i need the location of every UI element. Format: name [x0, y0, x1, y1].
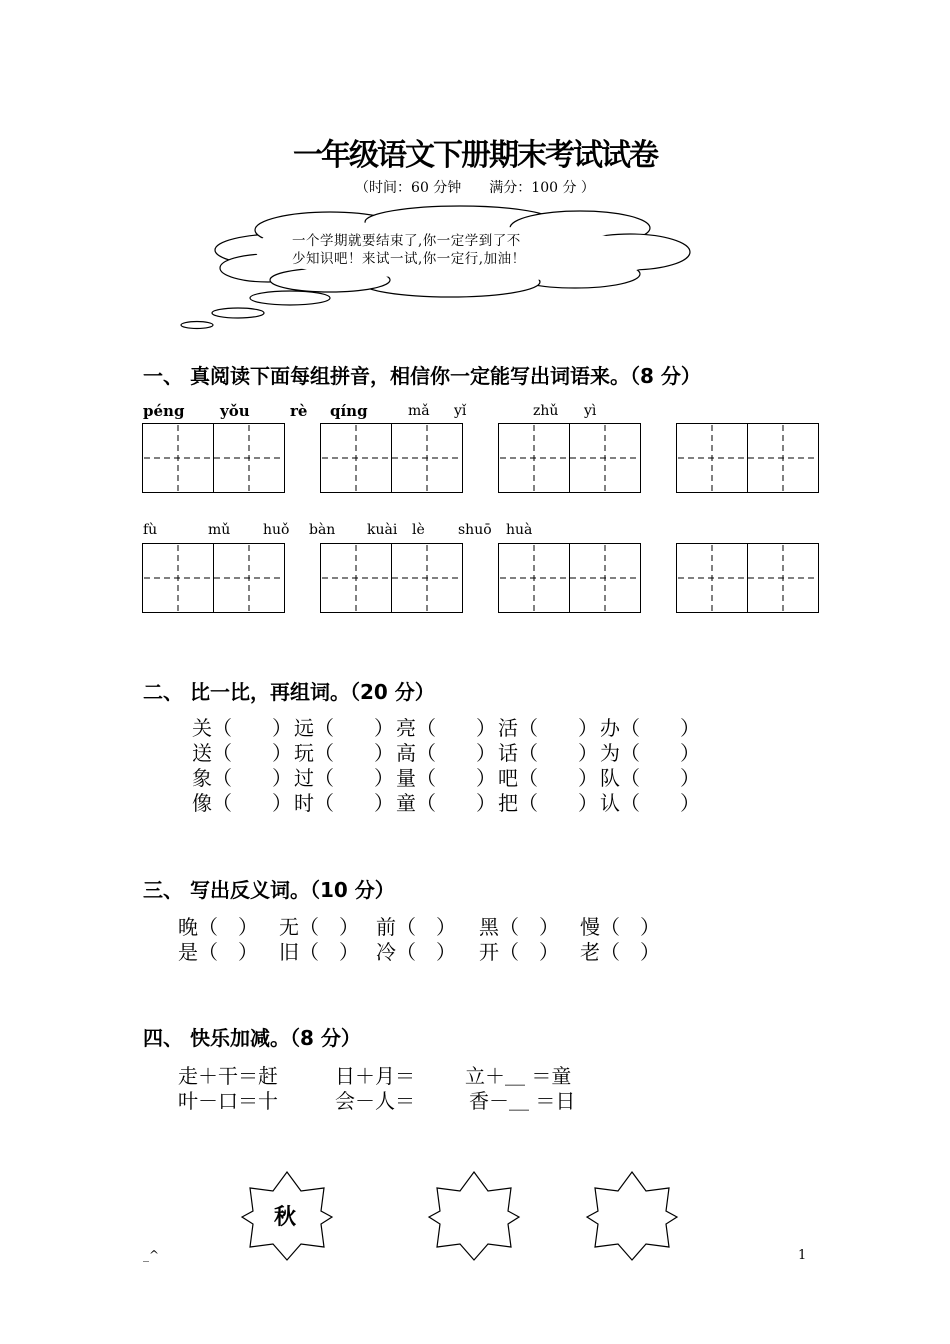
- word-item[interactable]: 量（ ）: [396, 766, 496, 790]
- antonym-item[interactable]: 冷（ ）: [376, 940, 456, 964]
- word-item[interactable]: 关（ ）: [192, 716, 292, 740]
- pinyin: huà: [506, 522, 533, 538]
- pinyin: bàn: [309, 522, 336, 538]
- word-item[interactable]: 为（ ）: [600, 741, 700, 765]
- word-item[interactable]: 队（ ）: [600, 766, 700, 790]
- exam-info: （时间：60 分钟 满分：100 分 ）: [355, 180, 595, 196]
- math-item[interactable]: 叶－口＝十: [178, 1089, 278, 1113]
- section-3-heading: 三、 写出反义词。（10 分）: [143, 878, 395, 902]
- pinyin: shuō: [458, 522, 492, 538]
- word-item[interactable]: 玩（ ）: [294, 741, 394, 765]
- page-number: 1: [798, 1248, 807, 1263]
- pinyin: yì: [584, 403, 597, 419]
- word-item[interactable]: 认（ ）: [600, 791, 700, 815]
- encouragement-line-2: 少知识吧！来试一试,你一定行,加油！: [292, 251, 526, 267]
- word-item[interactable]: 过（ ）: [294, 766, 394, 790]
- pinyin: yǒu: [220, 402, 250, 420]
- character-grid[interactable]: [677, 544, 819, 613]
- character-grid[interactable]: [321, 424, 463, 493]
- word-row: [192, 787, 700, 816]
- word-item[interactable]: 高（ ）: [396, 741, 496, 765]
- antonym-item[interactable]: 慢（ ）: [580, 915, 660, 939]
- star-icon[interactable]: [429, 1172, 519, 1260]
- page-title: 一年级语文下册期末考试试卷: [293, 138, 657, 173]
- pinyin: kuài: [367, 522, 398, 538]
- writing-grids: [0, 0, 950, 640]
- word-item[interactable]: 远（ ）: [294, 716, 394, 740]
- character-grid[interactable]: [143, 544, 285, 613]
- section-4-heading: 四、 快乐加减。（8 分）: [143, 1026, 361, 1050]
- antonym-item[interactable]: 是（ ）: [178, 940, 258, 964]
- character-grid[interactable]: [677, 424, 819, 493]
- pinyin: rè: [290, 402, 308, 420]
- pinyin: qíng: [330, 402, 368, 420]
- pinyin: lè: [412, 522, 425, 538]
- math-item[interactable]: 香－＿ ＝日: [469, 1089, 576, 1113]
- pinyin: mǔ: [208, 522, 231, 538]
- word-item[interactable]: 活（ ）: [498, 716, 598, 740]
- footer-mark: _^: [143, 1248, 160, 1262]
- math-item[interactable]: 会－人＝: [335, 1089, 415, 1113]
- word-item[interactable]: 童（ ）: [396, 791, 496, 815]
- word-item[interactable]: 办（ ）: [600, 716, 700, 740]
- antonym-item[interactable]: 无（ ）: [279, 915, 359, 939]
- star-label: 秋: [274, 1205, 297, 1230]
- antonym-item[interactable]: 开（ ）: [479, 940, 559, 964]
- word-item[interactable]: 亮（ ）: [396, 716, 496, 740]
- math-item[interactable]: 日＋月＝: [335, 1064, 415, 1088]
- word-item[interactable]: 把（ ）: [498, 791, 598, 815]
- pinyin: zhǔ: [533, 403, 559, 419]
- pinyin: fù: [143, 522, 158, 538]
- antonym-item[interactable]: 晚（ ）: [178, 915, 258, 939]
- math-row: [178, 1085, 575, 1114]
- word-item[interactable]: 送（ ）: [192, 741, 292, 765]
- pinyin: péng: [143, 402, 185, 420]
- word-item[interactable]: 时（ ）: [294, 791, 394, 815]
- antonym-item[interactable]: 旧（ ）: [279, 940, 359, 964]
- character-grid[interactable]: [499, 424, 641, 493]
- antonym-row: [178, 936, 660, 965]
- word-item[interactable]: 像（ ）: [192, 791, 292, 815]
- word-item[interactable]: 话（ ）: [498, 741, 598, 765]
- antonym-item[interactable]: 老（ ）: [580, 940, 660, 964]
- math-item[interactable]: 走＋干＝赶: [178, 1064, 278, 1088]
- character-grid[interactable]: [321, 544, 463, 613]
- star-icon[interactable]: [587, 1172, 677, 1260]
- character-grid[interactable]: [143, 424, 285, 493]
- word-item[interactable]: 吧（ ）: [498, 766, 598, 790]
- pinyin: huǒ: [263, 522, 290, 538]
- section-2-heading: 二、 比一比，再组词。（20 分）: [143, 680, 435, 704]
- pinyin: mǎ: [408, 403, 430, 419]
- math-item[interactable]: 立＋＿ ＝童: [465, 1064, 572, 1088]
- encouragement-line-1: 一个学期就要结束了,你一定学到了不: [292, 233, 521, 249]
- character-grid[interactable]: [499, 544, 641, 613]
- antonym-item[interactable]: 前（ ）: [376, 915, 456, 939]
- word-item[interactable]: 象（ ）: [192, 766, 292, 790]
- pinyin: yǐ: [454, 403, 467, 419]
- antonym-item[interactable]: 黑（ ）: [479, 915, 559, 939]
- section-1-heading: 一、 真阅读下面每组拼音，相信你一定能写出词语来。（8 分）: [143, 364, 701, 388]
